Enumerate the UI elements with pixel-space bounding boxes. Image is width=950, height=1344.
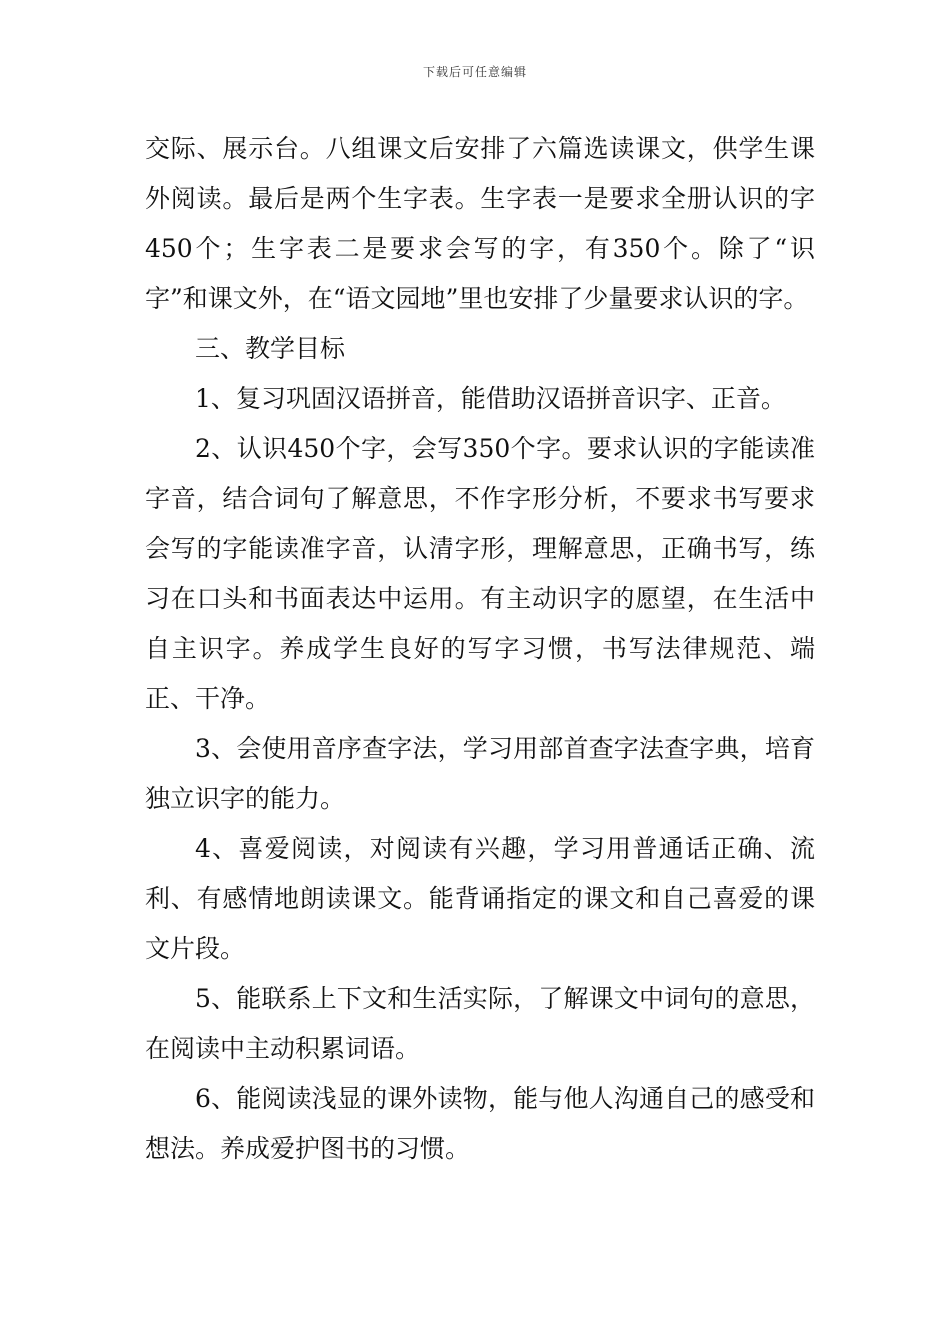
- goal-item-1: 1、复习巩固汉语拼音，能借助汉语拼音识字、正音。: [195, 384, 786, 413]
- page-header-note: 下载后可任意编辑: [422, 65, 527, 79]
- goal-item-4: 4、喜爱阅读，对阅读有兴趣，学习用普通话正确、流利、有感情地朗读课文。能背诵指定的课文和自己喜爱的课文片段。: [145, 834, 815, 963]
- goal-item-6: 6、能阅读浅显的课外读物，能与他人沟通自己的感受和想法。养成爱护图书的习惯。: [145, 1084, 815, 1163]
- goal-item-3: 3、会使用音序查字法，学习用部首查字法查字典，培育独立识字的能力。: [145, 734, 815, 813]
- document-body: [145, 124, 815, 1174]
- paragraph-intro-continued: 交际、展示台。八组课文后安排了六篇选读课文，供学生课外阅读。最后是两个生字表。生字表一是要求全册认识的字450个；生字表二是要求会写的字，有350个。除了“识字”和课文外，在“语文园地”里也安排了少量要求认识的字。: [145, 134, 815, 313]
- section-heading-teaching-goals: 三、教学目标: [195, 334, 346, 363]
- goal-item-5: 5、能联系上下文和生活实际，了解课文中词句的意思，在阅读中主动积累词语。: [145, 984, 815, 1063]
- goal-item-2: 2、认识450个字，会写350个字。要求认识的字能读准字音，结合词句了解意思，不作字形分析，不要求书写要求会写的字能读准字音，认清字形，理解意思，正确书写，练习在口头和书面表达中运用。有主动识字的愿望，在生活中自主识字。养成学生良好的写字习惯，书写法律规范、端正、干净。: [145, 434, 815, 713]
